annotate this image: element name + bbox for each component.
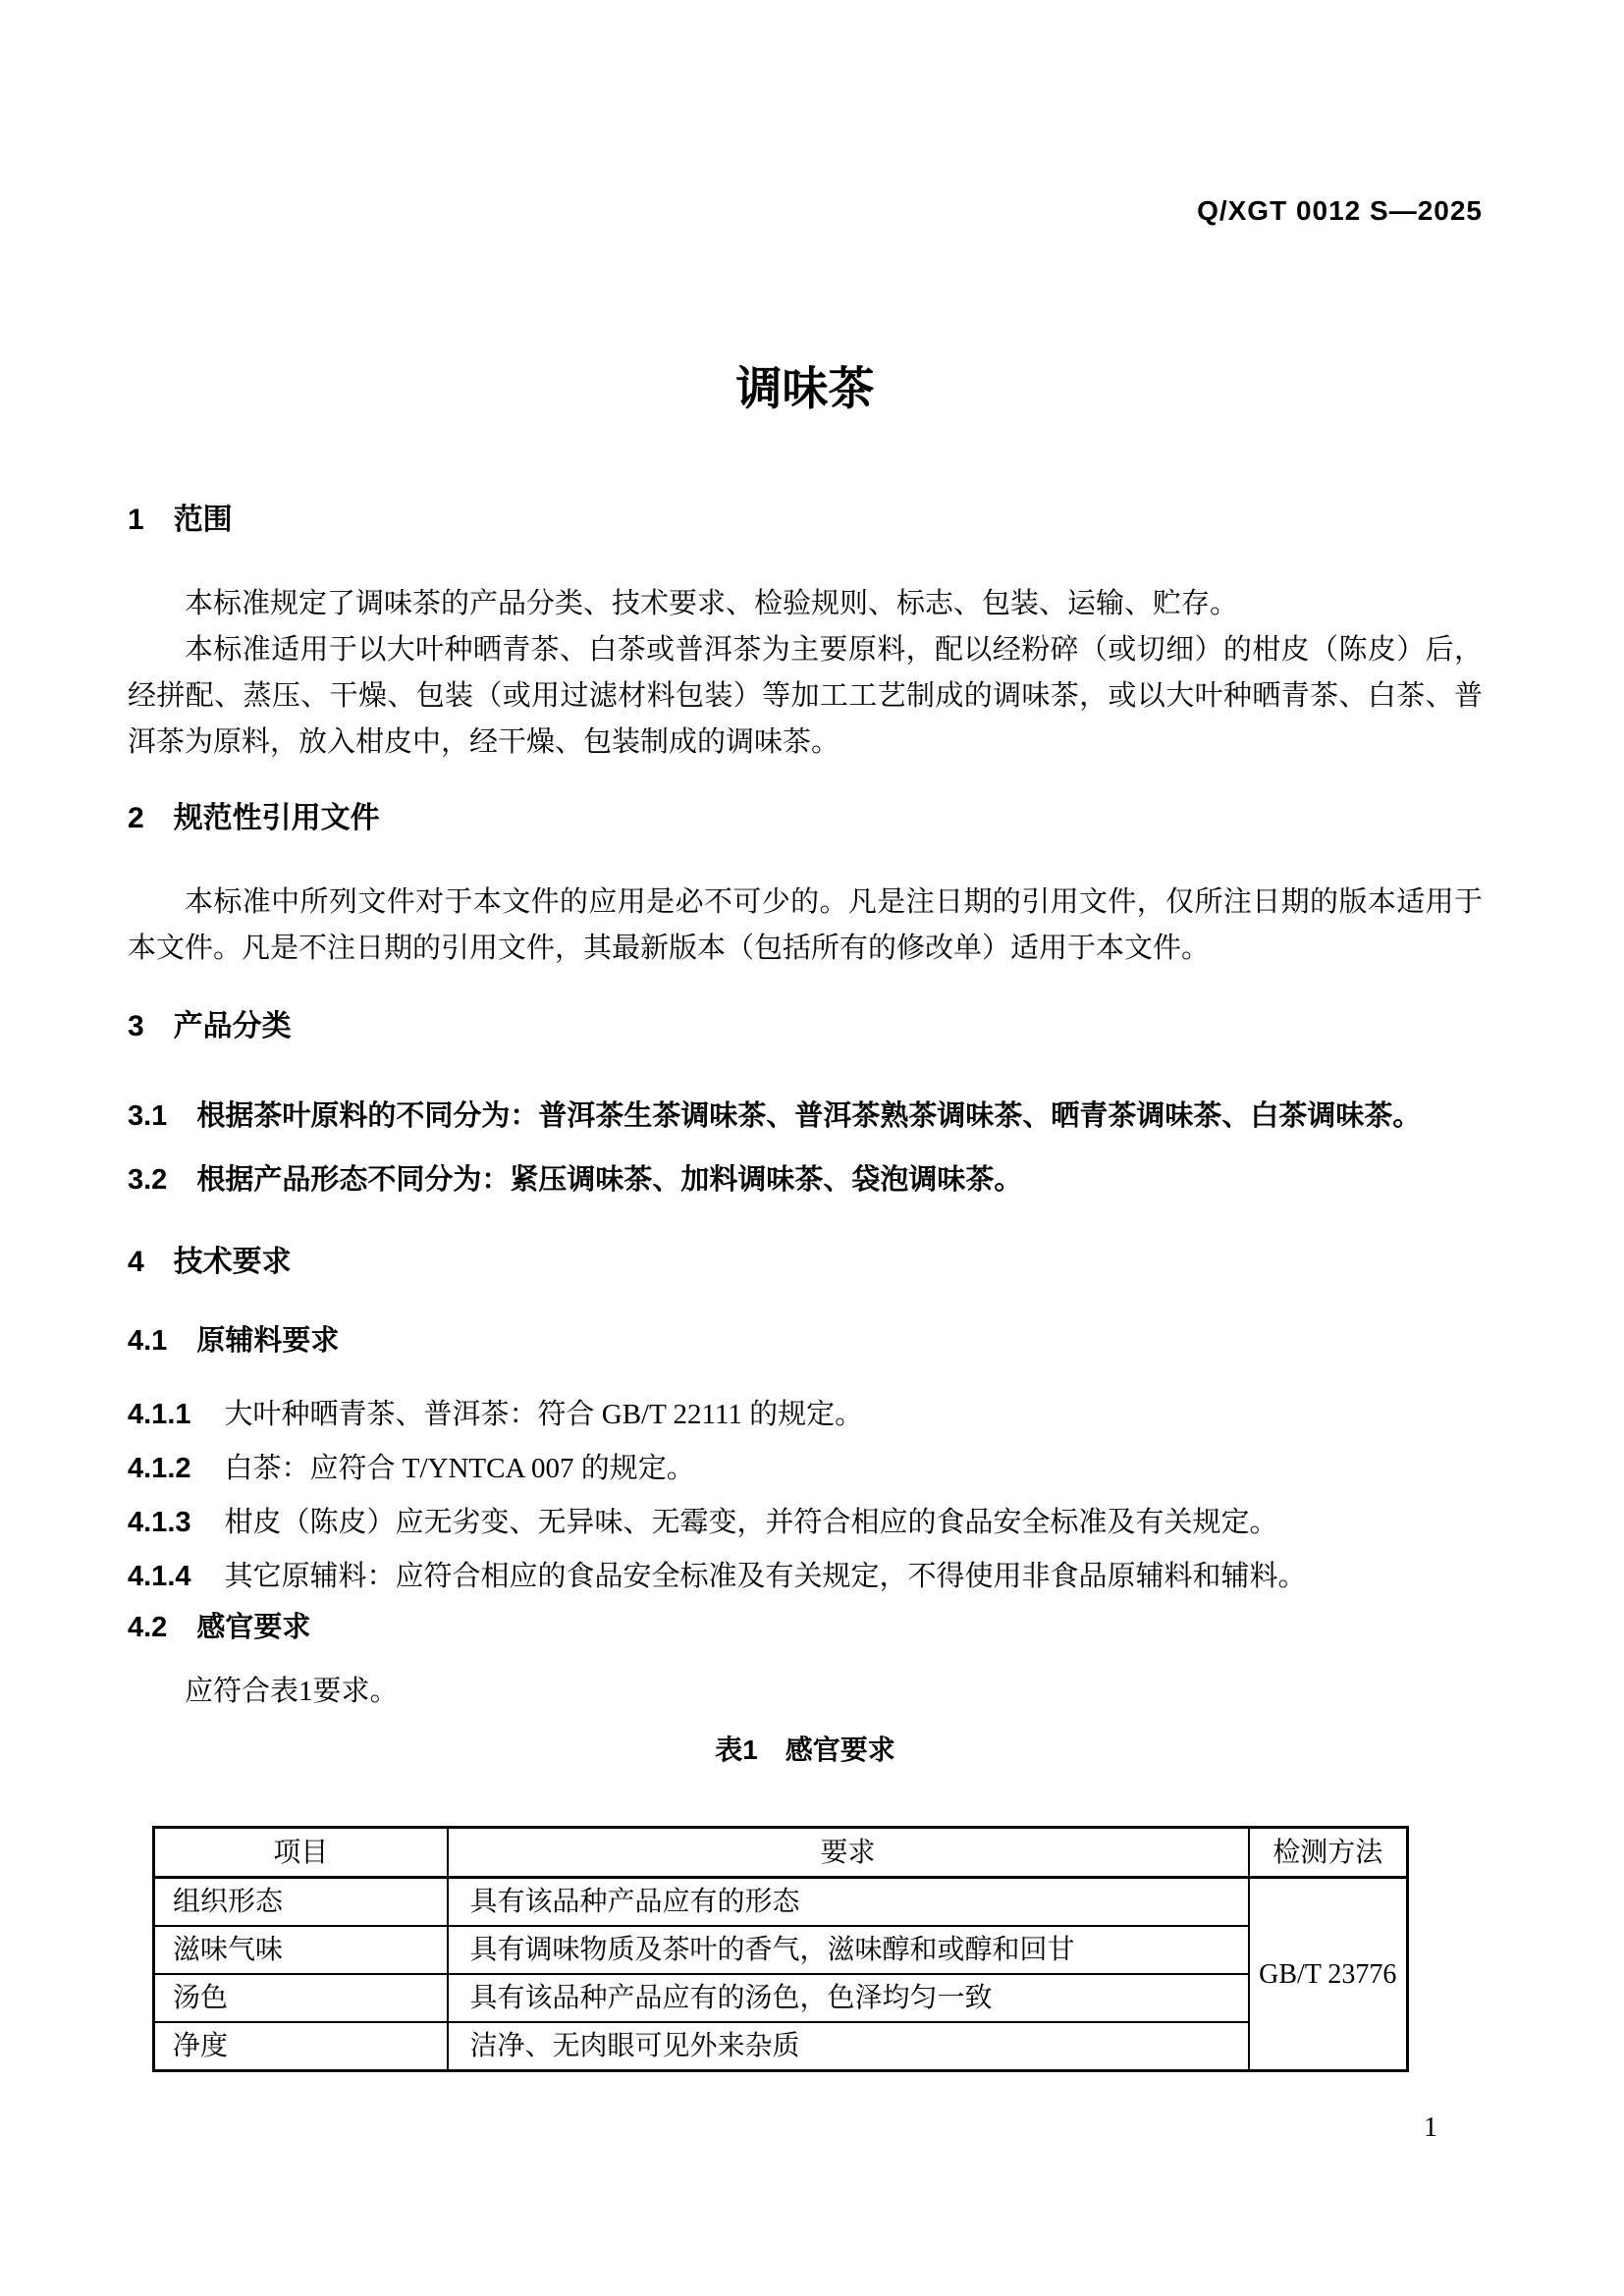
section-1-number: 1 [128, 504, 144, 536]
table-cell-method: GB/T 23776 [1249, 1878, 1408, 2071]
table-row [154, 1974, 1408, 2022]
table-cell-item: 滋味气味 [154, 1926, 448, 1974]
table-cell-requirement: 具有调味物质及茶叶的香气，滋味醇和或醇和回甘 [448, 1926, 1249, 1974]
clause-4-1-1 [128, 1392, 1483, 1438]
table-1-caption-label: 表1 [715, 1735, 758, 1765]
clause-4-1-4-text: 其它原辅料：应符合相应的食品安全标准及有关规定，不得使用非食品原辅料和辅料。 [224, 1561, 1307, 1592]
clause-3-1-text: 根据茶叶原料的不同分为：普洱茶生茶调味茶、普洱茶熟茶调味茶、晒青茶调味茶、白茶调味茶。 [196, 1100, 1422, 1132]
table-row [154, 1926, 1408, 1974]
subsection-4-1-title: 原辅料要求 [196, 1325, 340, 1357]
clause-4-1-2-text: 白茶：应符合 T/YNTCA 007 的规定。 [224, 1453, 695, 1484]
section-1-paragraph-1: 本标准规定了调味茶的产品分类、技术要求、检验规则、标志、包装、运输、贮存。 [185, 588, 1239, 619]
section-1-paragraph-2: 本标准适用于以大叶种晒青茶、白茶或普洱茶为主要原料，配以经粉碎（或切细）的柑皮（陈皮）后，经拼配、蒸压、干燥、包装（或用过滤材料包装）等加工工艺制成的调味茶，或以大叶种晒青茶、白茶、普洱茶为原料，放入柑皮中，经干燥、包装制成的调味茶。 [128, 634, 1483, 758]
clause-4-1-3-number: 4.1.3 [128, 1507, 191, 1538]
section-2-title: 规范性引用文件 [173, 802, 380, 834]
table-header-item: 项目 [154, 1828, 448, 1878]
clause-4-1-1-text: 大叶种晒青茶、普洱茶：符合 GB/T 22111 的规定。 [224, 1399, 864, 1430]
table-header-row [154, 1828, 1408, 1878]
clause-3-1-number: 3.1 [128, 1100, 168, 1132]
subsection-4-1-heading [128, 1323, 1483, 1359]
clause-4-1-2 [128, 1446, 1483, 1492]
standard-code: Q/XGT 0012 S—2025 [1197, 195, 1483, 226]
table-1-caption-title: 感官要求 [785, 1735, 895, 1765]
clause-4-1-1-number: 4.1.1 [128, 1399, 191, 1430]
subsection-4-2-heading [128, 1610, 1483, 1645]
clause-4-1-4 [128, 1554, 1483, 1600]
section-3-heading [128, 1009, 1483, 1044]
document-title: 调味茶 [735, 362, 875, 414]
clause-4-1-2-number: 4.1.2 [128, 1453, 191, 1484]
table-cell-item: 组织形态 [154, 1878, 448, 1927]
section-2-number: 2 [128, 802, 144, 834]
table-header-requirement: 要求 [448, 1828, 1249, 1878]
table-cell-requirement: 洁净、无肉眼可见外来杂质 [448, 2022, 1249, 2071]
table-cell-item: 净度 [154, 2022, 448, 2071]
table-cell-requirement: 具有该品种产品应有的形态 [448, 1878, 1249, 1927]
table-header-method: 检测方法 [1249, 1828, 1408, 1878]
section-3-number: 3 [128, 1010, 144, 1042]
section-3-title: 产品分类 [173, 1010, 292, 1042]
clause-3-2-text: 根据产品形态不同分为：紧压调味茶、加料调味茶、袋泡调味茶。 [196, 1164, 1023, 1196]
section-4-number: 4 [128, 1246, 144, 1278]
section-1-title: 范围 [173, 504, 233, 536]
clause-3-2 [128, 1157, 1483, 1203]
section-1-heading [128, 503, 1483, 538]
section-2-paragraph-1: 本标准中所列文件对于本文件的应用是必不可少的。凡是注日期的引用文件，仅所注日期的版本适用于本文件。凡是不注日期的引用文件，其最新版本（包括所有的修改单）适用于本文件。 [128, 886, 1483, 964]
clause-3-2-number: 3.2 [128, 1164, 168, 1196]
page-number: 1 [1424, 2112, 1437, 2143]
table-cell-item: 汤色 [154, 1974, 448, 2022]
table-1-caption [128, 1733, 1483, 1767]
section-4-title: 技术要求 [173, 1246, 292, 1278]
clause-4-1-4-number: 4.1.4 [128, 1561, 191, 1592]
clause-4-1-3-text: 柑皮（陈皮）应无劣变、无异味、无霉变，并符合相应的食品安全标准及有关规定。 [224, 1507, 1278, 1538]
section-2-heading [128, 801, 1483, 836]
clause-4-1-3 [128, 1500, 1483, 1546]
section-4-heading [128, 1245, 1483, 1280]
subsection-4-2-title: 感官要求 [196, 1612, 311, 1643]
table-row [154, 1878, 1408, 1927]
table-cell-requirement: 具有该品种产品应有的汤色，色泽均匀一致 [448, 1974, 1249, 2022]
table-row [154, 2022, 1408, 2071]
sensory-requirements-table [152, 1826, 1409, 2072]
subsection-4-2-paragraph: 应符合表1要求。 [185, 1676, 399, 1707]
subsection-4-2-number: 4.2 [128, 1612, 168, 1643]
subsection-4-1-number: 4.1 [128, 1325, 168, 1357]
clause-3-1 [128, 1094, 1483, 1140]
